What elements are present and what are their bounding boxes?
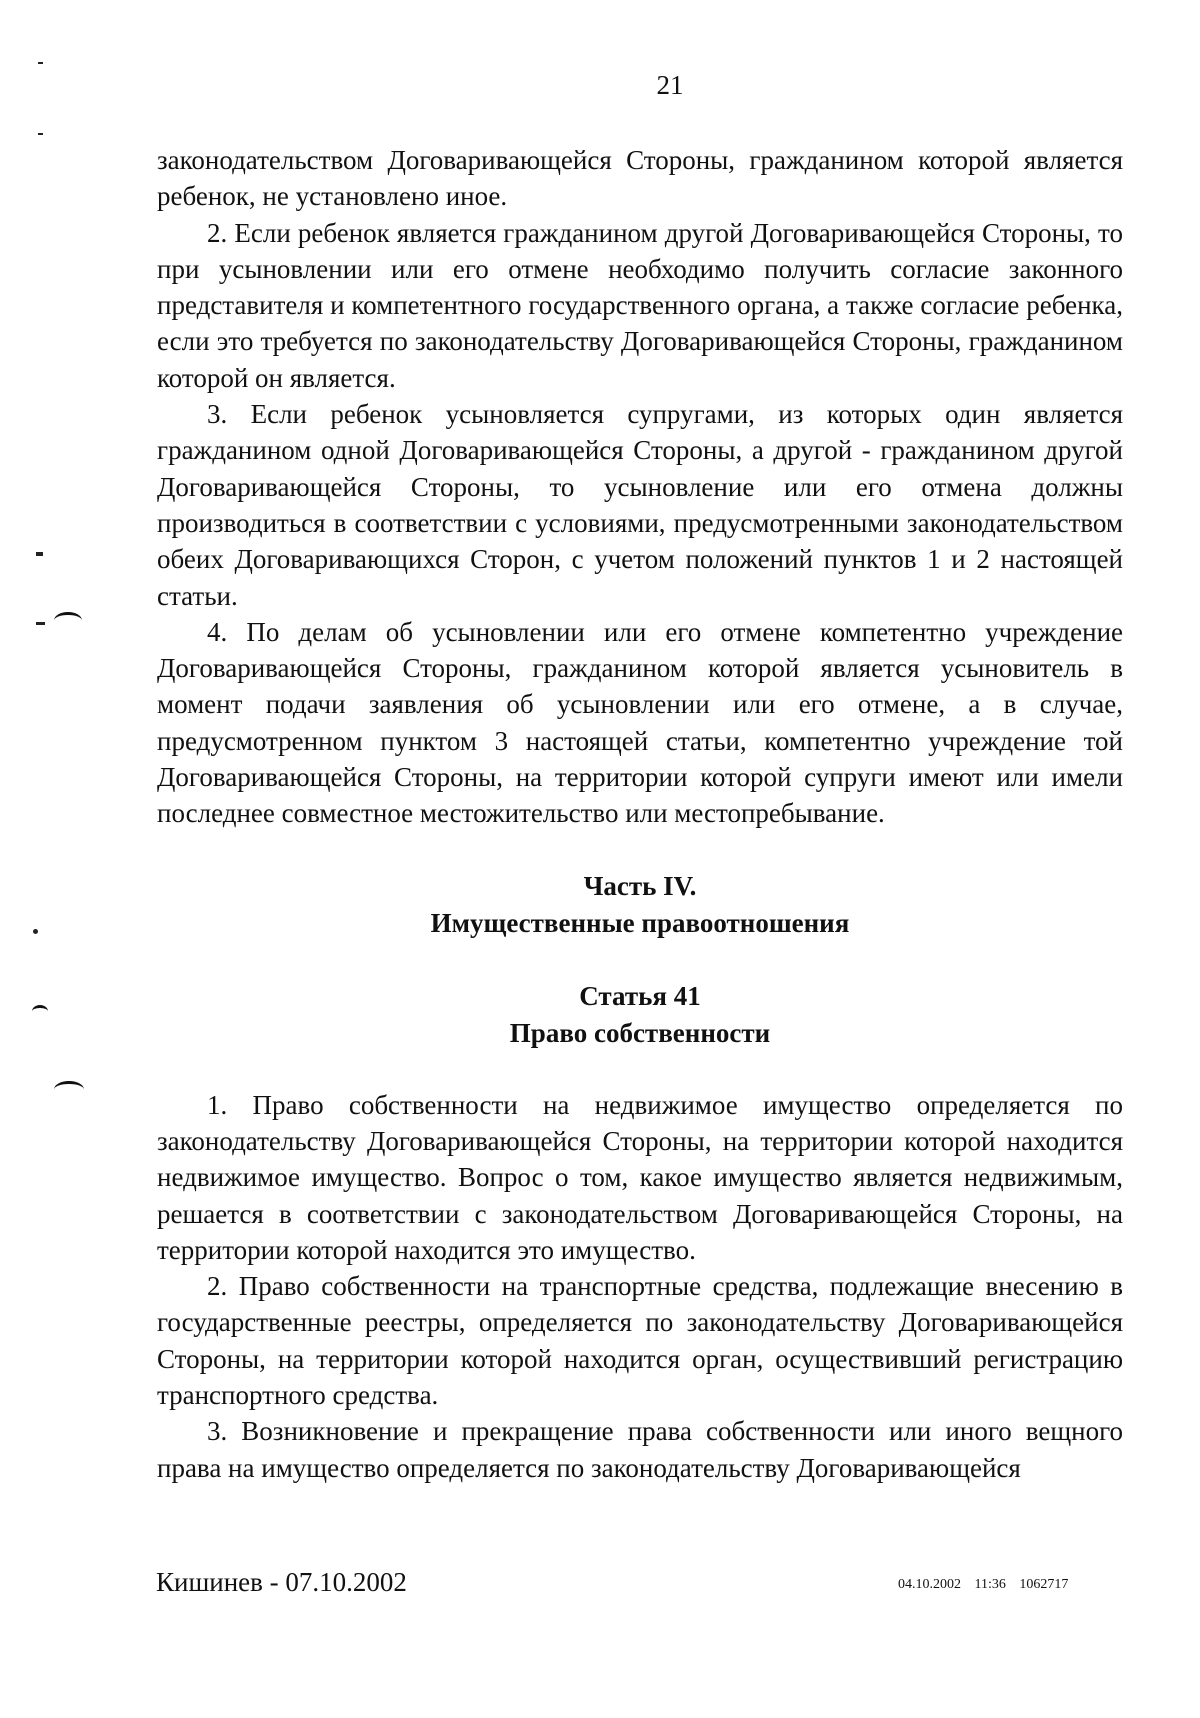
page-number: 21 [656,70,684,100]
scan-mark [36,552,43,556]
scan-mark [54,1081,84,1098]
scan-mark [32,1005,48,1018]
article-heading: Статья 41 [579,980,701,1011]
scan-mark [36,622,45,625]
scan-mark [33,929,38,934]
paragraph: 1. Право собственности на недвижимое имущество определяется по законодательству Договаривающейся Стороны, на территории которой находится недвижимое имущество. Вопрос о том, какое имущество является недвижимым, решается в соответствии с законодательством Договаривающейся Стороны, на территории которой находится это имущество. [157,1089,1123,1265]
paragraph: 3. Возникновение и прекращение права собственности или иного вещного права на имущество определяется по законодательству Договаривающейся [157,1416,1123,1483]
footer-place-date: Кишинев - 07.10.2002 [156,1567,407,1597]
scan-mark [38,62,43,64]
paragraph: 2. Право собственности на транспортные средства, подлежащие внесению в государственные реестры, определяется по законодательству Договаривающейся Стороны, на территории которой находится орган, осуществивший регистрацию транспортного средства. [157,1271,1123,1411]
document-body [157,142,1123,1486]
paragraph: 4. По делам об усыновлении или его отмене компетентно учреждение Договаривающейся Стороны, гражданином которой является усыновитель в момент подачи заявления об усыновлении или его отмене, а в случае, предусмотренном пунктом 3 настоящей статьи, компетентно учреждение той Договаривающейся Стороны, на территории которой супруги имеют или имели последнее совместное местожительство или местопребывание. [157,616,1123,829]
scan-mark [38,133,43,135]
part-title: Имущественные правоотношения [430,907,850,938]
paragraph: 2. Если ребенок является гражданином другой Договаривающейся Стороны, то при усыновлении или его отмене необходимо получить согласие законного представителя и компетентного государственного органа, а также согласие ребенка, если это требуется по законодательству Договаривающейся Стороны, гражданином которой он является. [157,217,1123,393]
article-title: Право собственности [509,1017,771,1048]
paragraph: 3. Если ребенок усыновляется супругами, из которых один является гражданином одной Договаривающейся Стороны, а другой - гражданином другой Договаривающейся Стороны, то усыновление или его отмена должны производиться в соответствии с условиями, предусмотренными законодательством обеих Договаривающихся Сторон, с учетом положений пунктов 1 и 2 настоящей статьи. [157,399,1123,611]
scan-mark [54,612,82,629]
footer-stamp: 04.10.2002 11:36 1062717 [898,1577,1069,1592]
part-heading: Часть IV. [583,870,697,901]
paragraph: законодательством Договаривающейся Стороны, гражданином которой является ребенок, не установлено иное. [157,145,1123,212]
